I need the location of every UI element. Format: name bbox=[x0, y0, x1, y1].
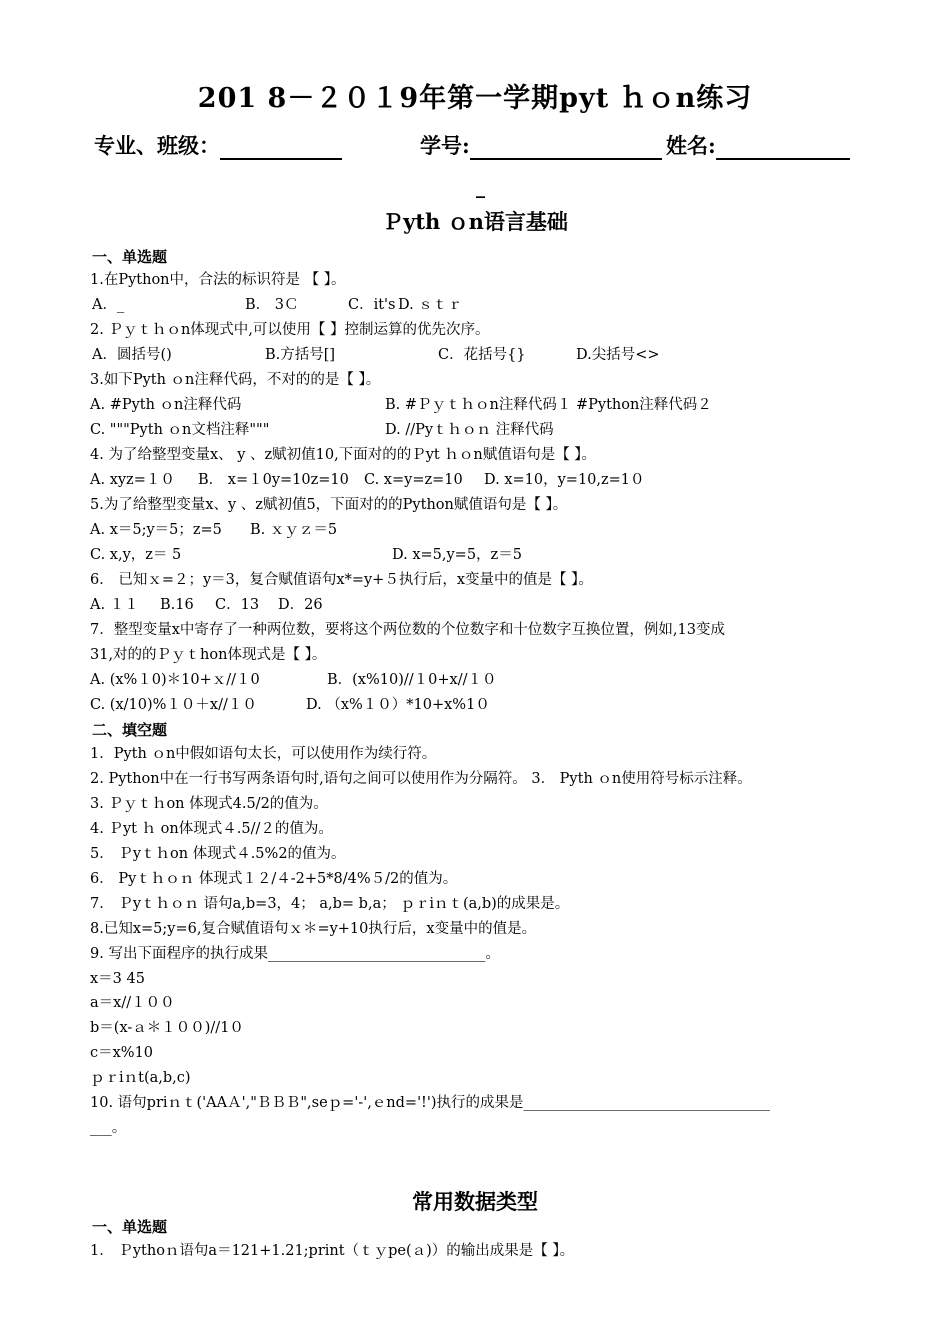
option-a: A. (x%１0)＊10+ｘ//１0 bbox=[90, 672, 260, 688]
option-d: D. x=5,y=5，z＝5 bbox=[392, 547, 522, 563]
student-name-field bbox=[666, 130, 850, 160]
question-line: 1.在Python中，合法的标识符是 【 】。 bbox=[90, 272, 346, 288]
option-d: D. //Pyｔｈｏｎ 注释代码 bbox=[385, 422, 554, 438]
major-class-label: 专业、班级： bbox=[94, 133, 220, 158]
option-a: A. x＝5;y＝5；z=5 bbox=[90, 522, 222, 538]
page-title: 201 8－２０１9年第一学期pyt ｈｏn练习 bbox=[197, 83, 753, 114]
student-name-label: 姓名: bbox=[666, 133, 716, 158]
student-id-label: 学号: bbox=[420, 133, 470, 158]
code-line: x＝3 45 bbox=[90, 971, 145, 987]
question-line: 1．Pyth ｏn中假如语句太长，可以使用作为续行符。 bbox=[90, 746, 437, 762]
option-d: D.尖括号<> bbox=[576, 347, 660, 363]
student-name-blank[interactable] bbox=[716, 136, 850, 160]
option-a: A. １１ bbox=[90, 597, 139, 613]
question-line: 4. 为了给整型变量x、 y 、z赋初值10,下面对的的Ｐyt ｈｏn赋值语句是【 】。 bbox=[90, 447, 597, 463]
option-b: B. #Ｐｙｔｈｏn注释代码１ #Python注释代码２ bbox=[385, 397, 712, 413]
option-c: C. """Pyth ｏn文档注释""" bbox=[90, 422, 270, 438]
question-line: 3.如下Pyth ｏn注释代码，不对的的是【 】。 bbox=[90, 372, 381, 388]
option-a: A. #Pyth ｏn注释代码 bbox=[90, 397, 242, 413]
question-line: 7． Ｐyｔｈｏｎ 语句a,b=3，4； a,b= b,a； ｐｒiｎｔ(a,b)的成果是。 bbox=[90, 896, 570, 912]
option-b: B. ｘｙｚ＝5 bbox=[250, 522, 338, 538]
option-a: A．_ bbox=[92, 297, 125, 313]
option-b: B.方括号[] bbox=[265, 347, 336, 363]
code-line: b＝(x-ａ＊１００)//1０ bbox=[90, 1020, 244, 1036]
option-a: A. xyz=１０ bbox=[90, 472, 175, 488]
question-line: 2. Ｐｙｔｈｏn体现式中,可以使用【 】控制运算的优先次序。 bbox=[90, 322, 490, 338]
question-line: 2. Python中在一行书写两条语句时,语句之间可以使用作为分隔符。 3． Pyth ｏn使用符号标示注释。 bbox=[90, 771, 752, 787]
question-line: 6． Pyｔｈｏｎ 体现式１２/４-2+5*8/4%５/2的值为。 bbox=[90, 871, 458, 887]
single-choice-heading: 一、单选题 bbox=[92, 248, 168, 266]
question-line: 8.已知x=5;y=6,复合赋值语句ｘ＊=y+10执行后，x变量中的值是。 bbox=[90, 921, 537, 937]
option-d: D. （x%１０）*10+x%1０ bbox=[306, 697, 490, 713]
option-d: D. ｓｔｒ bbox=[398, 297, 462, 313]
fill-blank-heading: 二、填空题 bbox=[92, 721, 168, 739]
section-heading-data-types: 常用数据类型 bbox=[412, 1189, 538, 1214]
option-d: D. x=10，y=10,z=1０ bbox=[484, 472, 645, 488]
option-b: B． 3Ｃ bbox=[245, 297, 299, 313]
major-class-blank[interactable] bbox=[220, 136, 342, 160]
option-b: B． x=１0y=10z=10 bbox=[198, 472, 349, 488]
question-line: 10. 语句priｎｔ('AAＡ',"ＢＢＢ",seｐ='-',ｅnd='!')执行的成果是__________________________________ bbox=[90, 1095, 771, 1111]
option-c: C．it's bbox=[348, 297, 396, 313]
option-c: C．花括号{} bbox=[438, 347, 526, 363]
code-line: c＝x%10 bbox=[90, 1045, 154, 1061]
name-line-continuation: _ bbox=[476, 178, 485, 199]
question-line: 7．整型变量x中寄存了一种两位数，要将这个两位数的个位数字和十位数字互换位置，例如,13变成 bbox=[90, 622, 725, 638]
option-c: C. x,y，z＝ 5 bbox=[90, 547, 182, 563]
question-line: 1． Ｐythoｎ语句a＝121+1.21;print（ｔｙpe(ａ)）的输出成果是【 】。 bbox=[90, 1243, 575, 1259]
question-line: 9. 写出下面程序的执行成果______________________________。 bbox=[90, 946, 500, 962]
question-line: 5.为了给整型变量x、y 、z赋初值5，下面对的的Python赋值语句是【 】。 bbox=[90, 497, 568, 513]
code-line: ｐｒiｎt(a,b,c) bbox=[90, 1070, 191, 1086]
option-c: C. (x/10)%１０＋x//１０ bbox=[90, 697, 257, 713]
option-c: C. x=y=z=10 bbox=[364, 472, 463, 488]
student-id-field bbox=[420, 130, 662, 160]
option-b: B．(x%10)//１0+x//１０ bbox=[327, 672, 497, 688]
major-class-field bbox=[94, 130, 342, 160]
single-choice-heading: 一、单选题 bbox=[92, 1218, 168, 1236]
question-line: 5． Ｐyｔｈon 体现式４.5%2的值为。 bbox=[90, 846, 346, 862]
question-line: ___。 bbox=[90, 1120, 127, 1136]
question-line: 31,对的的Ｐｙｔhon体现式是【 】。 bbox=[90, 647, 327, 663]
student-id-blank[interactable] bbox=[470, 136, 662, 160]
question-line: 3. Ｐｙｔｈon 体现式4.5/2的值为。 bbox=[90, 796, 328, 812]
option-c: C．13 bbox=[215, 597, 260, 613]
code-line: a＝x//１００ bbox=[90, 995, 175, 1011]
question-line: 6． 已知ｘ=２；y＝3，复合赋值语句x*=y+５执行后，x变量中的值是【 】。 bbox=[90, 572, 593, 588]
option-a: A．圆括号() bbox=[92, 347, 172, 363]
option-b: B.16 bbox=[160, 597, 194, 613]
question-line: 4. Ｐyt ｈ on体现式４.5//２的值为。 bbox=[90, 821, 333, 837]
section-heading-python-basics: Ｐyth ｏn语言基础 bbox=[382, 209, 568, 234]
option-d: D．26 bbox=[278, 597, 323, 613]
